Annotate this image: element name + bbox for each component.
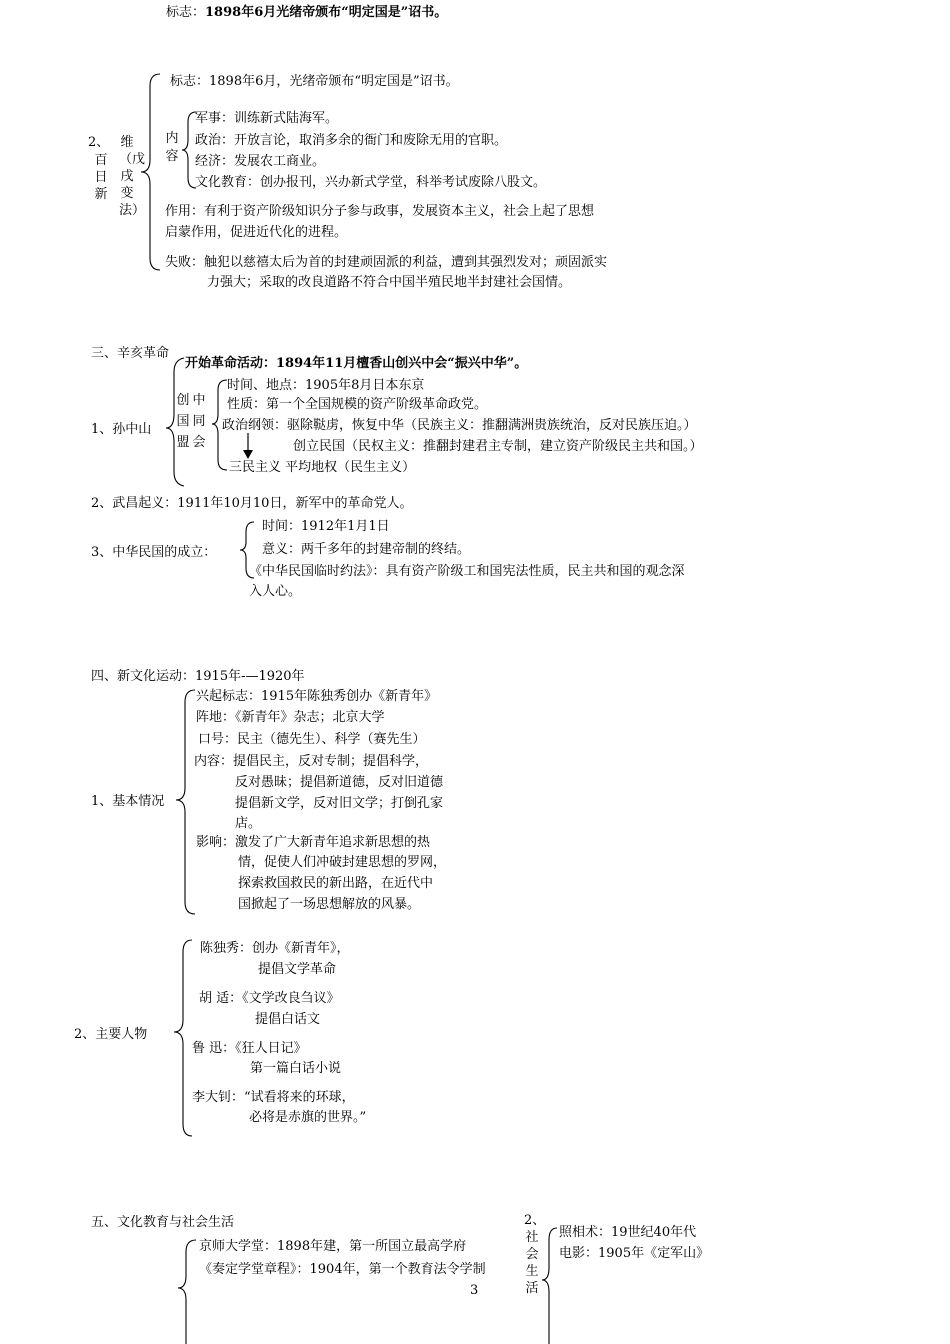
reform-effect-1: 作用：有利于资产阶级知识分子参与政事，发展资本主义，社会上起了思想: [165, 204, 595, 219]
culture-heading: 四、新文化运动：1915年-—1920年: [91, 669, 305, 684]
roc-law-1: 《中华民国临时约法》：具有资产阶级工和国宪法性质，民主共和国的观念深: [249, 564, 685, 579]
culture-people-label: 2、主要人物: [74, 1027, 148, 1042]
person-chen-2: 提倡文学革命: [258, 962, 337, 977]
reform-item-military: 军事：训练新式陆海军。: [195, 111, 339, 126]
culture-impact-4: 国掀起了一场思想解放的风暴。: [238, 897, 421, 912]
reform-item-politics: 政治：开放言论，取消多余的衙门和废除无用的官职。: [195, 133, 508, 148]
education-item-1: 京师大学堂：1898年建，第一所国立最高学府: [199, 1239, 467, 1254]
reform-mark: 标志：1898年6月，光绪帝颁布“明定国是”诏书。: [170, 74, 459, 89]
roc-law-2: 入人心。: [249, 584, 302, 599]
reform-content-label: 内容: [165, 131, 179, 164]
roc-meaning: 意义：两千多年的封建帝制的终结。: [262, 542, 471, 557]
education-item-2: 《奏定学堂章程》：1904年，第一个教育法令学制: [199, 1262, 486, 1277]
tmh-program-2: 创立民国（民权主义：推翻封建君主专制，建立资产阶级民主共和国。）: [293, 439, 703, 454]
person-lu-1: 鲁 迅：《狂人日记》: [192, 1041, 307, 1056]
culture-rise: 兴起标志：1915年陈独秀创办《新青年》: [196, 689, 438, 704]
person-chen-1: 陈独秀：创办《新青年》，: [200, 941, 350, 956]
page-number: 3: [470, 1283, 479, 1298]
culture-slogan: 口号：民主（德先生）、科学（赛先生）: [198, 732, 426, 747]
roc-time: 时间：1912年1月1日: [262, 519, 390, 534]
culture-content-3: 提倡新文学，反对旧文学；打倒孔家: [235, 796, 444, 811]
roc-label: 3、中华民国的成立：: [91, 545, 217, 560]
tmh-program-3: 三民主义 平均地权（民生主义）: [229, 460, 416, 475]
tmh-program-1: 政治纲领：驱除鞑虏，恢复中华（民族主义：推翻满洲贵族统治，反对民族压迫。）: [222, 418, 697, 433]
culture-content-4: 店。: [235, 816, 262, 831]
wuchang-uprising: 2、武昌起义：1911年10月10日，新军中的革命党人。: [91, 496, 413, 511]
person-hu-1: 胡 适：《文学改良刍议》: [199, 991, 340, 1006]
culture-impact-1: 影响：激发了广大新青年追求新思想的热: [196, 835, 431, 850]
person-lu-2: 第一篇白话小说: [250, 1061, 342, 1076]
culture-base: 阵地：《新青年》杂志；北京大学: [196, 710, 385, 725]
reform-heading-col2: 维（戊戌变法）: [119, 135, 146, 218]
top-sign-label: 标志：: [166, 5, 206, 20]
top-sign-text: 1898年6月光绪帝颁布“明定国是”诏书。: [205, 5, 448, 20]
culture-impact-2: 情，促使人们冲破封建思想的罗网，: [238, 855, 447, 870]
tmh-time-place: 时间、地点：1905年8月日本东京: [227, 378, 425, 393]
tmh-col1: 创国盟: [176, 393, 190, 450]
xinhai-heading: 三、辛亥革命: [91, 346, 170, 361]
tmh-nature: 性质：第一个全国规模的资产阶级革命政党。: [227, 397, 488, 412]
sun-label: 1、孙中山: [91, 422, 152, 437]
social-film: 电影：1905年《定军山》: [559, 1246, 710, 1261]
person-li-1: 李大钊：“试看将来的环球，: [192, 1090, 355, 1105]
social-photo: 照相术：19世纪40年代: [559, 1225, 697, 1240]
reform-effect-2: 启蒙作用，促进近代化的进程。: [165, 225, 348, 240]
social-col: 社会生活: [525, 1230, 539, 1296]
culture-content-1: 内容：提倡民主，反对专制；提倡科学，: [194, 754, 429, 769]
reform-fail-2: 力强大；采取的改良道路不符合中国半殖民地半封建社会国情。: [207, 275, 572, 290]
social-num: 2、: [524, 1213, 546, 1228]
person-li-2: 必将是赤旗的世界。”: [249, 1110, 367, 1125]
culture-impact-3: 探索救国救民的新出路，在近代中: [238, 876, 434, 891]
reform-fail-1: 失败：触犯以慈禧太后为首的封建顽固派的利益，遭到其强烈发对；顽固派实: [165, 255, 608, 270]
culture-content-2: 反对愚昧；提倡新道德，反对旧道德: [235, 775, 444, 790]
education-heading: 五、文化教育与社会生活: [91, 1215, 235, 1230]
xinhai-start: 开始革命活动：1894年11月檀香山创兴中会“振兴中华”。: [185, 356, 528, 371]
person-hu-2: 提倡白话文: [255, 1012, 321, 1027]
reform-item-economy: 经济：发展农工商业。: [195, 154, 326, 169]
tmh-col2: 中同会: [192, 393, 206, 450]
reform-item-education: 文化教育：创办报刊，兴办新式学堂，科举考试废除八股文。: [195, 175, 547, 190]
reform-heading-col1: 百日新: [94, 153, 108, 202]
culture-basic-label: 1、基本情况: [91, 794, 165, 809]
reform-heading-num: 2、: [88, 135, 110, 150]
